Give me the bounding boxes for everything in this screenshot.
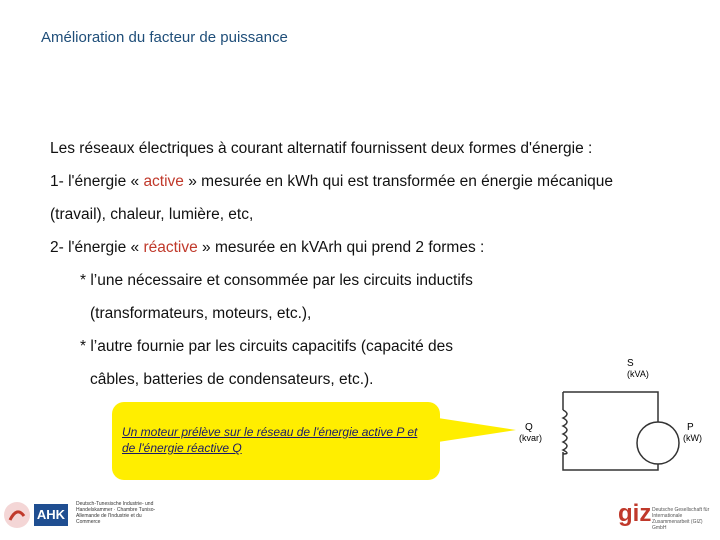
- s-unit: (kVA): [627, 369, 649, 379]
- inductor-coil: [563, 410, 567, 454]
- q-unit: (kvar): [519, 433, 542, 443]
- reactive-energy-line: 2- l'énergie « réactive » mesurée en kVArh qui prend 2 formes :: [50, 239, 485, 256]
- active-energy-continuation: (travail), chaleur, lumière, etc,: [50, 206, 254, 223]
- reactive-highlight: réactive: [143, 239, 198, 256]
- motor-circuit-diagram: [515, 350, 715, 480]
- q-label: Q: [525, 422, 533, 433]
- bullet-capacitive-continuation: câbles, batteries de condensateurs, etc.).: [90, 371, 374, 388]
- ahk-emblem-icon: [2, 498, 32, 532]
- callout-pointer: [438, 418, 516, 442]
- slide-title: Amélioration du facteur de puissance: [41, 29, 288, 46]
- callout-box: [112, 402, 440, 480]
- s-label: S: [627, 358, 634, 369]
- p-unit: (kW): [683, 433, 702, 443]
- active-highlight: active: [143, 173, 184, 190]
- ahk-logo: [2, 498, 162, 538]
- giz-logo: [618, 500, 718, 533]
- bullet-capacitive: * l’autre fournie par les circuits capacitifs (capacité des: [80, 338, 454, 355]
- ahk-caption: Deutsch-Tunesische Industrie- und Handelskammer · Chambre Tuniso-Allemande de l'Industrie et du Commerce: [76, 501, 156, 525]
- intro-line: Les réseaux électriques à courant alternatif fournissent deux formes d'énergie :: [50, 140, 593, 157]
- callout-text: Un moteur prélève sur le réseau de l'énergie active P et de l'énergie réactive Q: [122, 425, 418, 455]
- giz-wordmark: giz: [618, 500, 652, 527]
- bullet-inductive-continuation: (transformateurs, moteurs, etc.),: [90, 305, 312, 322]
- giz-caption: Deutsche Gesellschaft für Internationale Zusammenarbeit (GIZ) GmbH: [652, 507, 710, 531]
- ahk-wordmark: AHK: [34, 504, 68, 526]
- motor-symbol: [637, 422, 679, 464]
- active-energy-line: 1- l'énergie « active » mesurée en kWh qui est transformée en énergie mécanique: [50, 173, 614, 190]
- bullet-inductive: * l’une nécessaire et consommée par les circuits inductifs: [80, 272, 473, 289]
- p-label: P: [687, 422, 694, 433]
